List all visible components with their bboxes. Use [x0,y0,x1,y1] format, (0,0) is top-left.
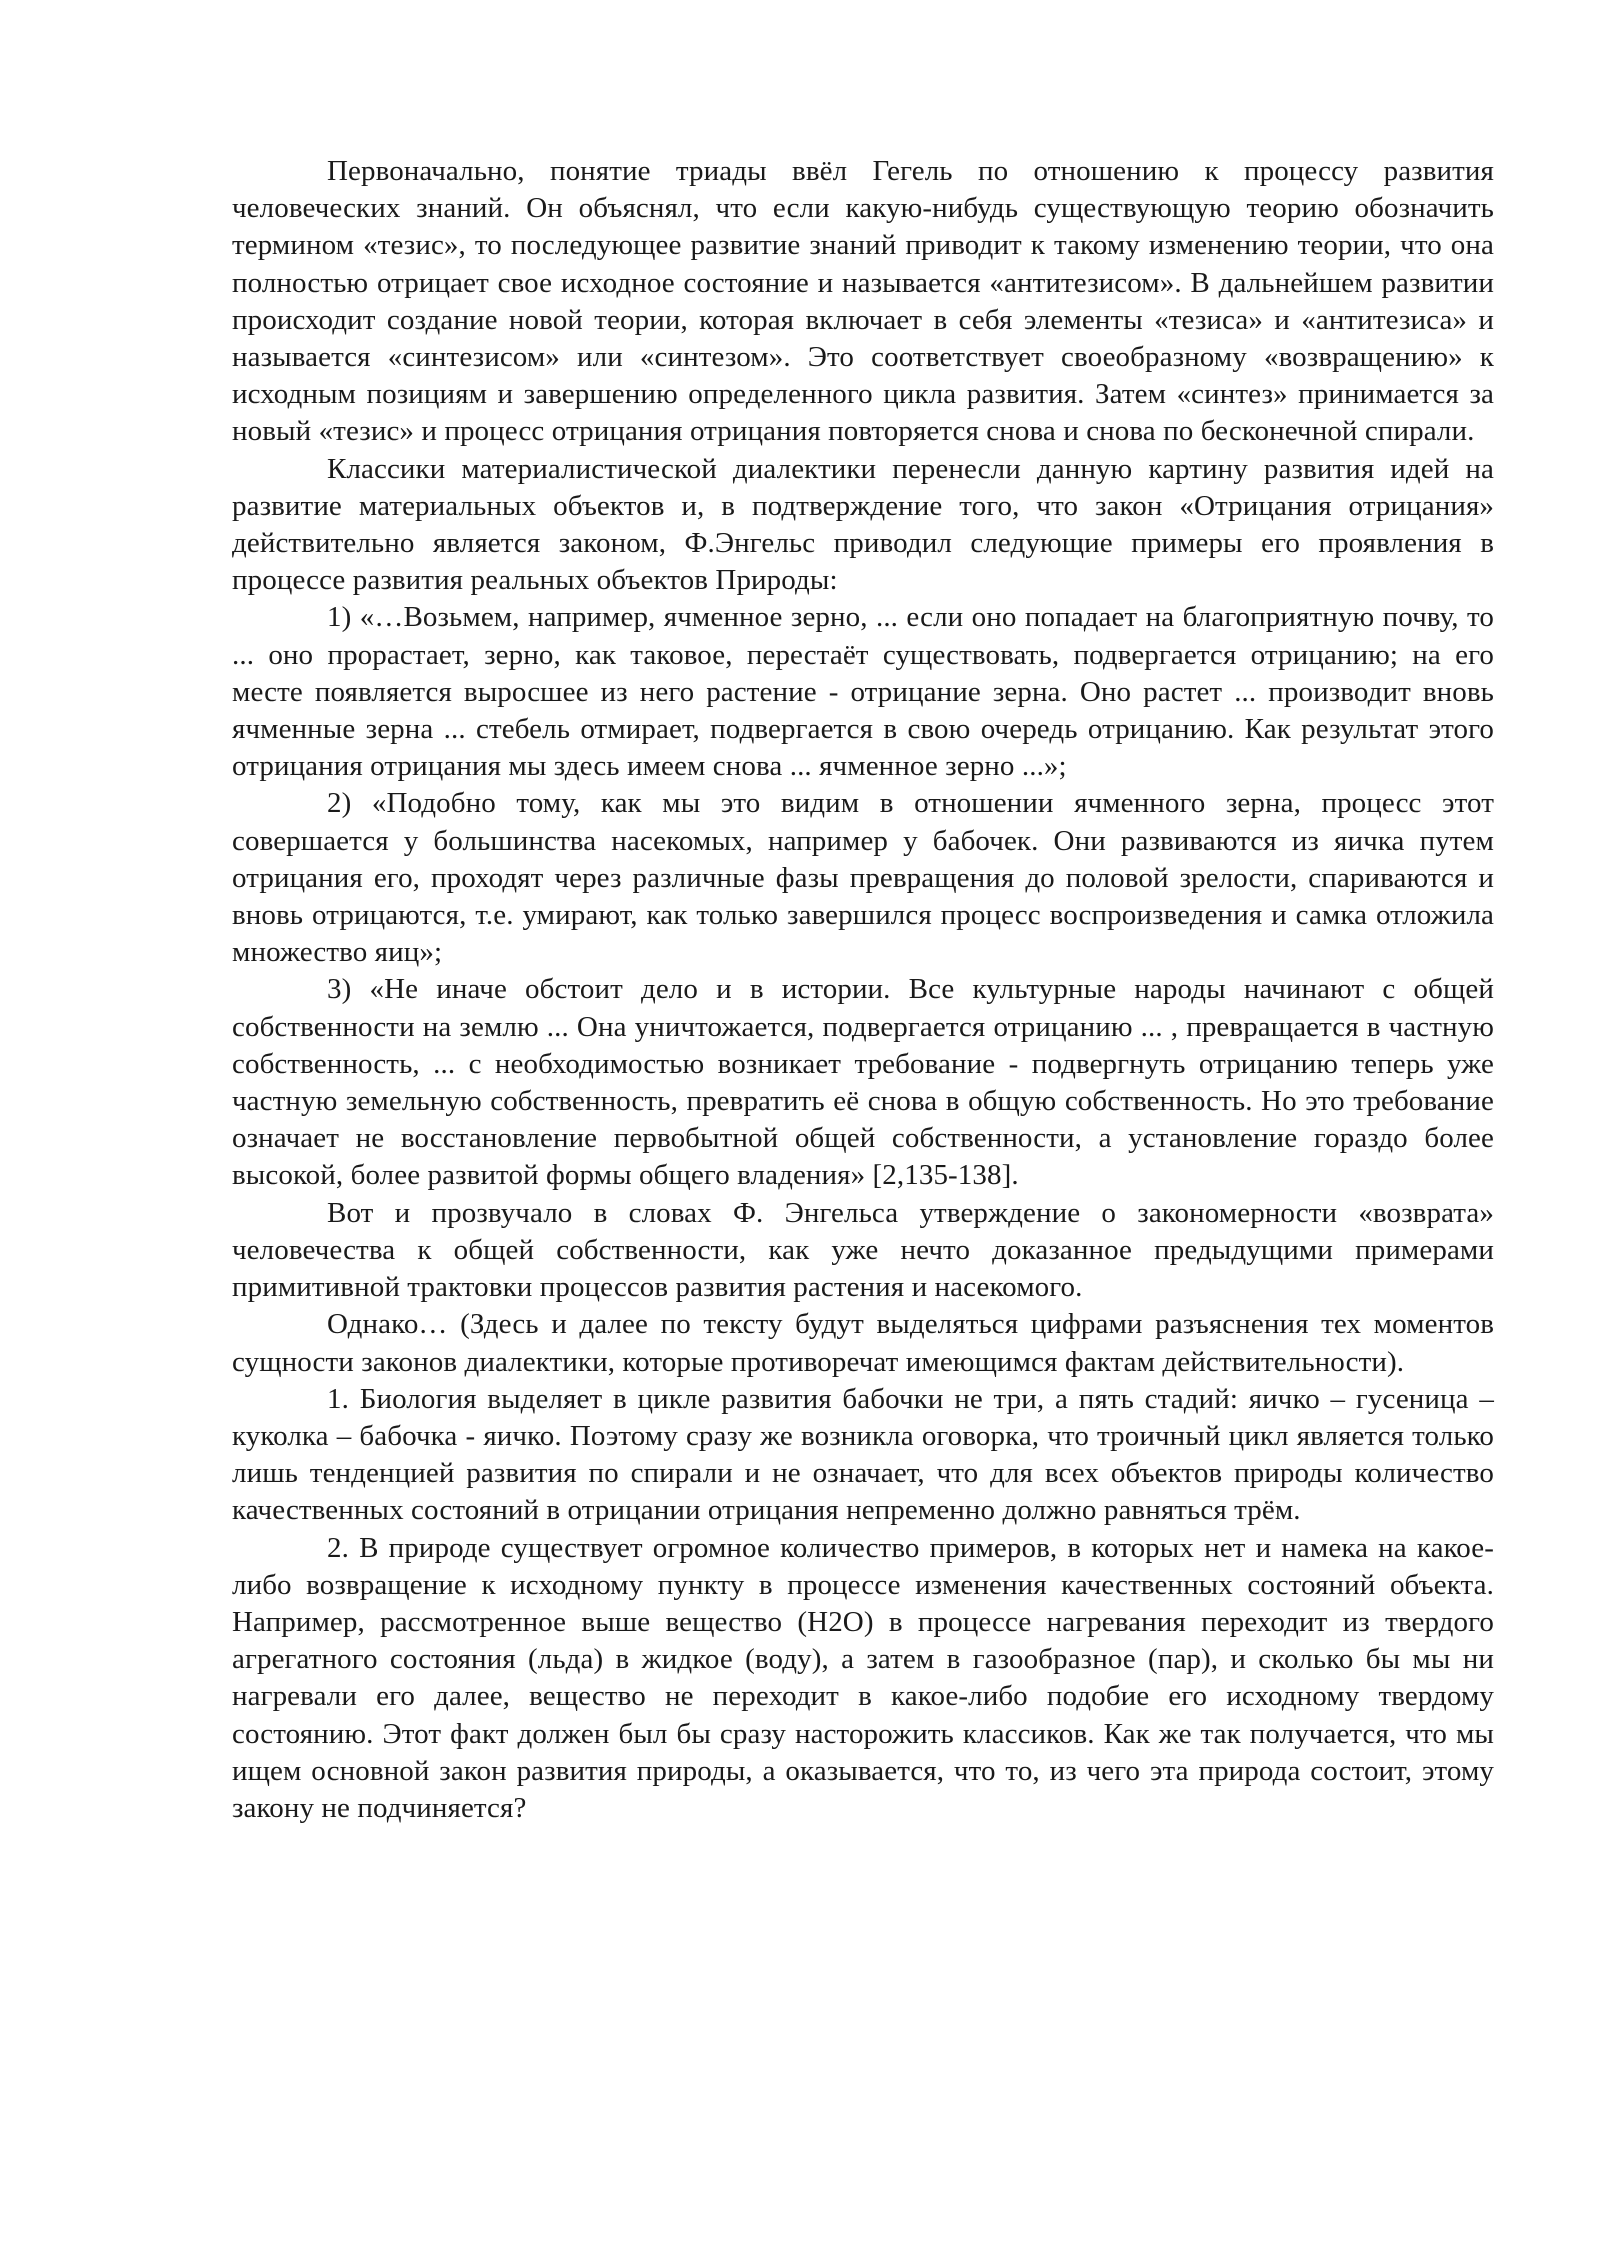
paragraph-point-2-nature: 2. В природе существует огромное количество примеров, в которых нет и намека на какое-либо возвращение к исходному пункту в процессе изменения качественных состояний объекта. Например, рассмотренное выше вещество (Н2О) в процессе нагревания переходит из твердого агрегатного состояния (льда) в жидкое (воду), а затем в газообразное (пар), и сколько бы мы ни нагревали его далее, вещество не переходит в какое-либо подобие его исходному твердому состоянию. Этот факт должен был бы сразу насторожить классиков. Как же так получается, что мы ищем основной закон развития природы, а оказывается, что то, из чего эта природа состоит, этому закону не подчиняется? [232,1531,1494,1824]
paragraph-engels-return: Вот и прозвучало в словах Ф. Энгельса утверждение о закономерности «возврата» человечества к общей собственности, как уже нечто доказанное предыдущими примерами примитивной трактовки процессов развития растения и насекомого. [232,1196,1494,1304]
paragraph-quote-history: 3) «Не иначе обстоит дело и в истории. Все культурные народы начинают с общей собственности на землю ... Она уничтожается, подвергается отрицанию ... , превращается в частную собственность, ... с необходимостью возникает требование - подвергнуть отрицанию теперь уже частную земельную собственность, превратить её снова в общую собственность. Но это требование означает не восстановление первобытной общей собственности, а установление гораздо более высокой, более развитой формы общего владения» [2,135-138]. [232,973,1494,1192]
paragraph-classics-materialism: Классики материалистической диалектики перенесли данную картину развития идей на развитие материальных объектов и, в подтверждение того, что закон «Отрицания отрицания» действительно является законом, Ф.Энгельс приводил следующие примеры его проявления в процессе развития реальных объектов Природы: [232,452,1494,597]
paragraph-point-1-biology: 1. Биология выделяет в цикле развития бабочки не три, а пять стадий: яичко – гусеница – куколка – бабочка - яичко. Поэтому сразу же возникла оговорка, что троичный цикл является только лишь тенденцией развития по спирали и не означает, что для всех объектов природы количество качественных состояний в отрицании отрицания непременно должно равняться трём. [232,1382,1494,1527]
paragraph-quote-barley: 1) «…Возьмем, например, ячменное зерно, ... если оно попадает на благоприятную почву, то ... оно прорастает, зерно, как таковое, перестаёт существовать, подвергается отрицанию; на его месте появляется выросшее из него растение - отрицание зерна. Оно растет ... производит вновь ячменные зерна ... стебель отмирает, подвергается в свою очередь отрицанию. Как результат этого отрицания отрицания мы здесь имеем снова ... ячменное зерно ...»; [232,601,1494,783]
paragraph-however: Однако… (Здесь и далее по тексту будут выделяться цифрами разъяснения тех моментов сущности законов диалектики, которые противоречат имеющимся фактам действительности). [232,1308,1494,1378]
paragraph-hegel-triad: Первоначально, понятие триады ввёл Гегель по отношению к процессу развития человеческих знаний. Он объяснял, что если какую-нибудь существующую теорию обозначить термином «тезис», то последующее развитие знаний приводит к такому изменению теории, что она полностью отрицает свое исходное состояние и называется «антитезисом». В дальнейшем развитии происходит создание новой теории, которая включает в себя элементы «тезиса» и «антитезиса» и называется «синтезисом» или «синтезом». Это соответствует своеобразному «возвращению» к исходным позициям и завершению определенного цикла развития. Затем «синтез» принимается за новый «тезис» и процесс отрицания отрицания повторяется снова и снова по бесконечной спирали. [232,155,1494,448]
document-body [232,153,1494,1827]
paragraph-quote-insects: 2) «Подобно тому, как мы это видим в отношении ячменного зерна, процесс этот совершается у большинства насекомых, например у бабочек. Они развиваются из яичка путем отрицания его, проходят через различные фазы превращения до половой зрелости, спариваются и вновь отрицаются, т.е. умирают, как только завершился процесс воспроизведения и самка отложила множество яиц»; [232,787,1494,969]
